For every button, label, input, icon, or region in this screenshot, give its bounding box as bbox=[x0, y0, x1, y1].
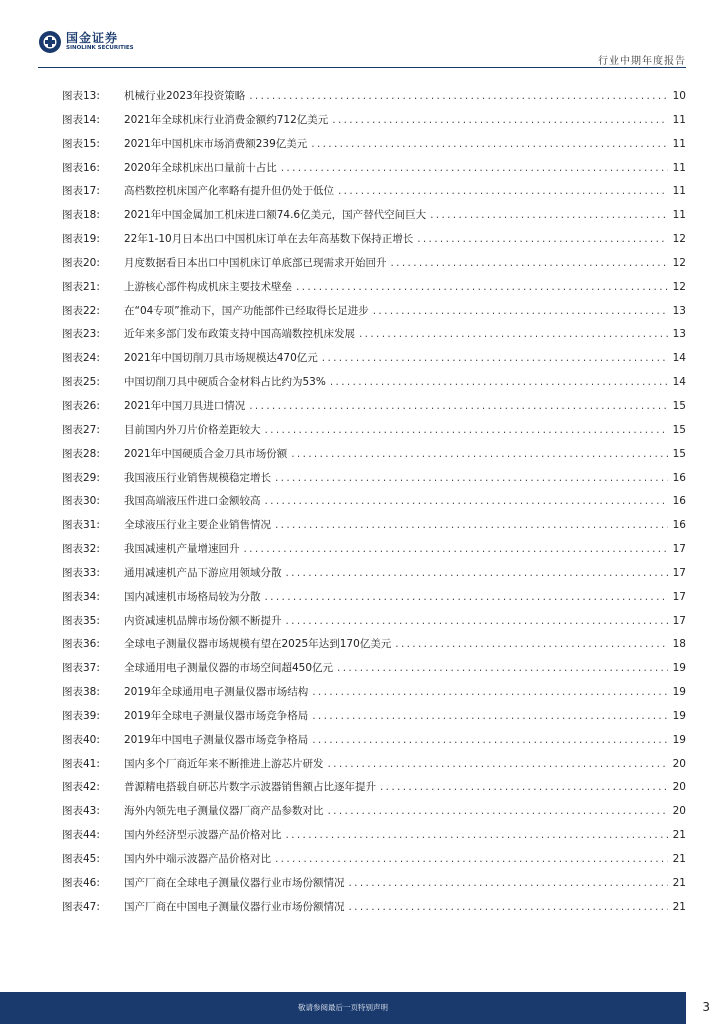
toc-entry[interactable] bbox=[62, 636, 686, 660]
report-type-label: 行业中期年度报告 bbox=[598, 56, 686, 67]
toc-figure-number: 图表40: bbox=[62, 733, 100, 746]
toc-figure-number: 图表38: bbox=[62, 686, 100, 699]
toc-figure-number: 图表19: bbox=[62, 233, 100, 246]
toc-page-number: 19 bbox=[672, 733, 686, 746]
toc-entry[interactable] bbox=[62, 470, 686, 494]
toc-entry[interactable] bbox=[62, 446, 686, 470]
toc-entry[interactable] bbox=[62, 493, 686, 517]
toc-page-number: 19 bbox=[672, 709, 686, 722]
toc-page-number: 19 bbox=[672, 686, 686, 699]
toc-entry[interactable] bbox=[62, 875, 686, 899]
toc-figure-number: 图表39: bbox=[62, 709, 100, 722]
toc-page-number: 14 bbox=[672, 352, 686, 365]
toc-entry[interactable] bbox=[62, 136, 686, 160]
toc-dot-leader bbox=[359, 328, 668, 340]
toc-dot-leader bbox=[286, 615, 669, 627]
toc-page-number: 17 bbox=[672, 543, 686, 556]
toc-figure-title: 中国切削刀具中硬质合金材料占比约为53% bbox=[124, 376, 326, 389]
toc-dot-leader bbox=[417, 233, 668, 245]
toc-dot-leader bbox=[275, 853, 668, 865]
toc-figure-number: 图表16: bbox=[62, 161, 100, 174]
toc-figure-number: 图表24: bbox=[62, 352, 100, 365]
toc-figure-title: 2021年中国机床市场消费额239亿美元 bbox=[124, 137, 308, 150]
toc-figure-title: 全球液压行业主要企业销售情况 bbox=[124, 519, 271, 532]
toc-figure-number: 图表29: bbox=[62, 471, 100, 484]
toc-figure-title: 月度数据看日本出口中国机床订单底部已现需求开始回升 bbox=[124, 256, 387, 269]
page-footer bbox=[0, 992, 724, 1024]
toc-dot-leader bbox=[312, 710, 668, 722]
toc-dot-leader bbox=[330, 376, 668, 388]
toc-entry[interactable] bbox=[62, 112, 686, 136]
toc-figure-title: 国产厂商在全球电子测量仪器行业市场份额情况 bbox=[124, 876, 345, 889]
toc-page-number: 11 bbox=[672, 137, 686, 150]
toc-page-number: 19 bbox=[672, 662, 686, 675]
toc-figure-title: 全球电子测量仪器市场规模有望在2025年达到170亿美元 bbox=[124, 638, 392, 651]
toc-dot-leader bbox=[430, 209, 668, 221]
toc-entry[interactable] bbox=[62, 398, 686, 422]
toc-page-number: 16 bbox=[672, 471, 686, 484]
toc-figure-title: 2021年中国刀具进口情况 bbox=[124, 399, 246, 412]
toc-page-number: 15 bbox=[672, 423, 686, 436]
figure-index-list bbox=[62, 88, 686, 923]
toc-page-number: 15 bbox=[672, 399, 686, 412]
toc-figure-number: 图表13: bbox=[62, 90, 100, 102]
toc-page-number: 14 bbox=[672, 376, 686, 389]
toc-entry[interactable] bbox=[62, 517, 686, 541]
toc-page-number: 17 bbox=[672, 590, 686, 603]
toc-dot-leader bbox=[391, 257, 669, 269]
toc-figure-title: 22年1-10月日本出口中国机床订单在去年高基数下保持正增长 bbox=[124, 233, 414, 246]
toc-figure-number: 图表34: bbox=[62, 590, 100, 603]
toc-page-number: 16 bbox=[672, 495, 686, 508]
toc-figure-number: 图表31: bbox=[62, 519, 100, 532]
page-header bbox=[0, 0, 724, 70]
toc-dot-leader bbox=[349, 901, 669, 913]
toc-page-number: 21 bbox=[672, 900, 686, 913]
toc-dot-leader bbox=[244, 543, 669, 555]
toc-entry[interactable] bbox=[62, 851, 686, 875]
toc-figure-number: 图表23: bbox=[62, 328, 100, 341]
toc-dot-leader bbox=[265, 591, 669, 603]
toc-entry[interactable] bbox=[62, 541, 686, 565]
toc-figure-number: 图表33: bbox=[62, 566, 100, 579]
toc-entry[interactable] bbox=[62, 160, 686, 184]
toc-figure-title: 内资减速机品牌市场份额不断提升 bbox=[124, 614, 282, 627]
header-divider bbox=[38, 67, 686, 68]
toc-page-number: 18 bbox=[672, 638, 686, 651]
toc-figure-title: 2019年全球电子测量仪器市场竞争格局 bbox=[124, 709, 309, 722]
toc-dot-leader bbox=[249, 400, 668, 412]
toc-page-number: 15 bbox=[672, 447, 686, 460]
toc-figure-number: 图表46: bbox=[62, 876, 100, 889]
toc-figure-number: 图表22: bbox=[62, 304, 100, 317]
toc-figure-number: 图表15: bbox=[62, 137, 100, 150]
toc-dot-leader bbox=[311, 138, 668, 150]
toc-entry[interactable] bbox=[62, 899, 686, 923]
toc-page-number: 12 bbox=[672, 233, 686, 246]
toc-entry[interactable] bbox=[62, 589, 686, 613]
toc-entry[interactable] bbox=[62, 827, 686, 851]
toc-dot-leader bbox=[349, 877, 669, 889]
toc-figure-number: 图表36: bbox=[62, 638, 100, 651]
toc-page-number: 20 bbox=[672, 781, 686, 794]
toc-entry[interactable] bbox=[62, 231, 686, 255]
toc-entry[interactable] bbox=[62, 350, 686, 374]
toc-dot-leader bbox=[328, 805, 669, 817]
toc-entry[interactable] bbox=[62, 183, 686, 207]
toc-dot-leader bbox=[296, 281, 668, 293]
toc-page-number: 11 bbox=[672, 209, 686, 222]
toc-dot-leader bbox=[322, 352, 668, 364]
company-logo bbox=[38, 30, 134, 54]
toc-figure-title: 近年来多部门发布政策支持中国高端数控机床发展 bbox=[124, 328, 355, 341]
toc-figure-number: 图表35: bbox=[62, 614, 100, 627]
toc-page-number: 17 bbox=[672, 566, 686, 579]
toc-figure-number: 图表14: bbox=[62, 113, 100, 126]
toc-dot-leader bbox=[286, 567, 669, 579]
toc-dot-leader bbox=[312, 734, 668, 746]
toc-figure-number: 图表42: bbox=[62, 781, 100, 794]
toc-figure-title: 2019年全球通用电子测量仪器市场结构 bbox=[124, 686, 309, 699]
toc-figure-number: 图表17: bbox=[62, 185, 100, 198]
toc-dot-leader bbox=[395, 638, 668, 650]
toc-figure-title: 我国高端液压件进口金额较高 bbox=[124, 495, 261, 508]
toc-page-number: 11 bbox=[672, 185, 686, 198]
toc-entry[interactable] bbox=[62, 422, 686, 446]
logo-name-en: SINOLINK SECURITIES bbox=[66, 45, 134, 52]
toc-dot-leader bbox=[275, 472, 668, 484]
toc-page-number: 12 bbox=[672, 256, 686, 269]
logo-mark-icon bbox=[38, 30, 62, 54]
toc-dot-leader bbox=[338, 185, 668, 197]
toc-entry[interactable] bbox=[62, 565, 686, 589]
toc-figure-number: 图表28: bbox=[62, 447, 100, 460]
toc-entry[interactable] bbox=[62, 374, 686, 398]
toc-figure-number: 图表18: bbox=[62, 209, 100, 222]
toc-figure-title: 海外内领先电子测量仪器厂商产品参数对比 bbox=[124, 805, 324, 818]
toc-entry[interactable] bbox=[62, 660, 686, 684]
toc-figure-title: 高档数控机床国产化率略有提升但仍处于低位 bbox=[124, 185, 334, 198]
toc-dot-leader bbox=[265, 424, 669, 436]
toc-figure-title: 2021年中国金属加工机床进口额74.6亿美元，国产替代空间巨大 bbox=[124, 209, 427, 222]
toc-figure-number: 图表30: bbox=[62, 495, 100, 508]
toc-dot-leader bbox=[275, 519, 668, 531]
toc-figure-title: 目前国内外刀片价格差距较大 bbox=[124, 423, 261, 436]
toc-page-number: 13 bbox=[672, 304, 686, 317]
toc-figure-title: 普源精电搭载自研芯片数字示波器销售额占比逐年提升 bbox=[124, 781, 376, 794]
toc-figure-title: 通用减速机产品下游应用领域分散 bbox=[124, 566, 282, 579]
toc-figure-title: 全球通用电子测量仪器的市场空间超450亿元 bbox=[124, 662, 334, 675]
toc-figure-title: 国内多个厂商近年来不断推进上游芯片研发 bbox=[124, 757, 324, 770]
toc-figure-title: 2021年中国切削刀具市场规模达470亿元 bbox=[124, 352, 318, 365]
toc-figure-title: 机械行业2023年投资策略 bbox=[124, 90, 246, 102]
toc-dot-leader bbox=[286, 829, 669, 841]
toc-page-number: 21 bbox=[672, 876, 686, 889]
toc-page-number: 16 bbox=[672, 519, 686, 532]
toc-page-number: 21 bbox=[672, 853, 686, 865]
toc-figure-number: 图表26: bbox=[62, 399, 100, 412]
toc-dot-leader bbox=[373, 305, 668, 317]
toc-page-number: 11 bbox=[672, 113, 686, 126]
toc-page-number: 17 bbox=[672, 614, 686, 627]
toc-figure-number: 图表20: bbox=[62, 256, 100, 269]
toc-figure-title: 2019年中国电子测量仪器市场竞争格局 bbox=[124, 733, 309, 746]
toc-page-number: 20 bbox=[672, 757, 686, 770]
toc-figure-number: 图表45: bbox=[62, 853, 100, 865]
toc-figure-title: 2021年中国硬质合金刀具市场份额 bbox=[124, 447, 288, 460]
toc-page-number: 20 bbox=[672, 805, 686, 818]
logo-name-cn: 国金证券 bbox=[66, 31, 119, 46]
toc-figure-number: 图表43: bbox=[62, 805, 100, 818]
toc-figure-title: 国内外经济型示波器产品价格对比 bbox=[124, 829, 282, 842]
toc-figure-title: 国内减速机市场格局较为分散 bbox=[124, 590, 261, 603]
toc-entry[interactable] bbox=[62, 684, 686, 708]
toc-entry[interactable] bbox=[62, 732, 686, 756]
toc-entry[interactable] bbox=[62, 303, 686, 327]
toc-figure-title: 国产厂商在中国电子测量仪器行业市场份额情况 bbox=[124, 900, 345, 913]
page-number: 3 bbox=[702, 1000, 710, 1014]
disclaimer-note: 敬请参阅最后一页特别声明 bbox=[298, 1003, 388, 1012]
toc-figure-title: 我国液压行业销售规模稳定增长 bbox=[124, 471, 271, 484]
toc-dot-leader bbox=[265, 495, 669, 507]
toc-figure-number: 图表32: bbox=[62, 543, 100, 556]
toc-entry[interactable] bbox=[62, 756, 686, 780]
toc-figure-number: 图表44: bbox=[62, 829, 100, 842]
toc-figure-number: 图表27: bbox=[62, 423, 100, 436]
toc-figure-number: 图表47: bbox=[62, 900, 100, 913]
toc-figure-title: 在“04专项”推动下，国产功能部件已经取得长足进步 bbox=[124, 304, 369, 317]
toc-dot-leader bbox=[249, 90, 668, 102]
toc-figure-number: 图表37: bbox=[62, 662, 100, 675]
toc-page-number: 13 bbox=[672, 328, 686, 341]
toc-entry[interactable] bbox=[62, 88, 686, 112]
toc-entry[interactable] bbox=[62, 207, 686, 231]
toc-dot-leader bbox=[328, 758, 669, 770]
toc-dot-leader bbox=[380, 781, 668, 793]
toc-dot-leader bbox=[291, 448, 668, 460]
toc-figure-title: 2021年全球机床行业消费金额约712亿美元 bbox=[124, 113, 329, 126]
toc-figure-title: 我国减速机产量增速回升 bbox=[124, 543, 240, 556]
toc-entry[interactable] bbox=[62, 613, 686, 637]
toc-figure-title: 上游核心部件构成机床主要技术壁垒 bbox=[124, 280, 292, 293]
toc-entry[interactable] bbox=[62, 255, 686, 279]
toc-page-number: 10 bbox=[672, 90, 686, 102]
toc-page-number: 21 bbox=[672, 829, 686, 842]
toc-dot-leader bbox=[281, 162, 668, 174]
toc-entry[interactable] bbox=[62, 779, 686, 803]
toc-dot-leader bbox=[337, 662, 668, 674]
toc-entry[interactable] bbox=[62, 708, 686, 732]
toc-dot-leader bbox=[312, 686, 668, 698]
toc-entry[interactable] bbox=[62, 279, 686, 303]
toc-figure-number: 图表41: bbox=[62, 757, 100, 770]
toc-entry[interactable] bbox=[62, 326, 686, 350]
toc-figure-title: 2020年全球机床出口量前十占比 bbox=[124, 161, 277, 174]
toc-figure-title: 国内外中端示波器产品价格对比 bbox=[124, 853, 271, 865]
toc-figure-number: 图表25: bbox=[62, 376, 100, 389]
toc-dot-leader bbox=[332, 114, 668, 126]
toc-entry[interactable] bbox=[62, 803, 686, 827]
toc-page-number: 11 bbox=[672, 161, 686, 174]
toc-figure-number: 图表21: bbox=[62, 280, 100, 293]
toc-page-number: 12 bbox=[672, 280, 686, 293]
